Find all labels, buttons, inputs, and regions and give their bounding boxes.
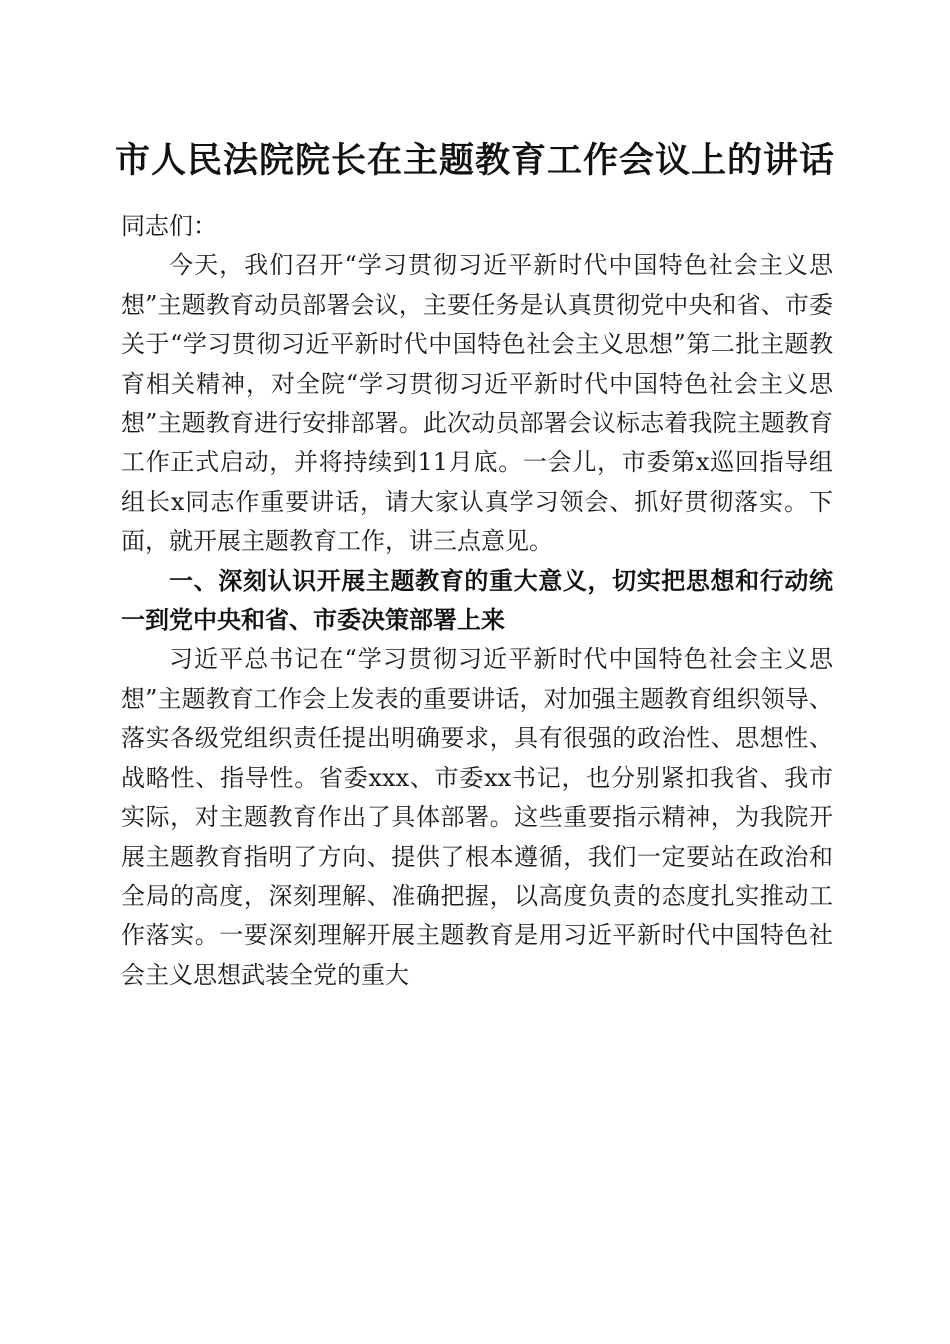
section-1-paragraph: 习近平总书记在“学习贯彻习近平新时代中国特色社会主义思想”主题教育工作会上发表的重要讲话，对加强主题教育组织领导、落实各级党组织责任提出明确要求，具有很强的政治性、思想性、战略性、指导性。省委xxx、市委xx书记，也分别紧扣我省、我市实际，对主题教育作出了具体部署。这些重要指示精神，为我院开展主题教育指明了方向、提供了根本遵循，我们一定要站在政治和全局的高度，深刻理解、准确把握，以高度负责的态度扎实推动工作落实。一要深刻理解开展主题教育是用习近平新时代中国特色社会主义思想武装全党的重大 bbox=[121, 645, 833, 989]
document-body bbox=[121, 207, 833, 995]
section-1-heading: 一、深刻认识开展主题教育的重大意义，切实把思想和行动统一到党中央和省、市委决策部署上来 bbox=[121, 566, 833, 635]
document-title: 市人民法院院长在主题教育工作会议上的讲话 bbox=[114, 140, 835, 181]
opening-paragraph: 今天，我们召开“学习贯彻习近平新时代中国特色社会主义思想”主题教育动员部署会议，主要任务是认真贯彻党中央和省、市委关于“学习贯彻习近平新时代中国特色社会主义思想”第二批主题教育相关精神，对全院“学习贯彻习近平新时代中国特色社会主义思想”主题教育进行安排部署。此次动员部署会议标志着我院主题教育工作正式启动，并将持续到11月底。一会儿，市委第x巡回指导组组长x同志作重要讲话，请大家认真学习领会、抓好贯彻落实。下面，就开展主题教育工作，讲三点意见。 bbox=[121, 251, 833, 556]
salutation: 同志们： bbox=[121, 212, 217, 240]
